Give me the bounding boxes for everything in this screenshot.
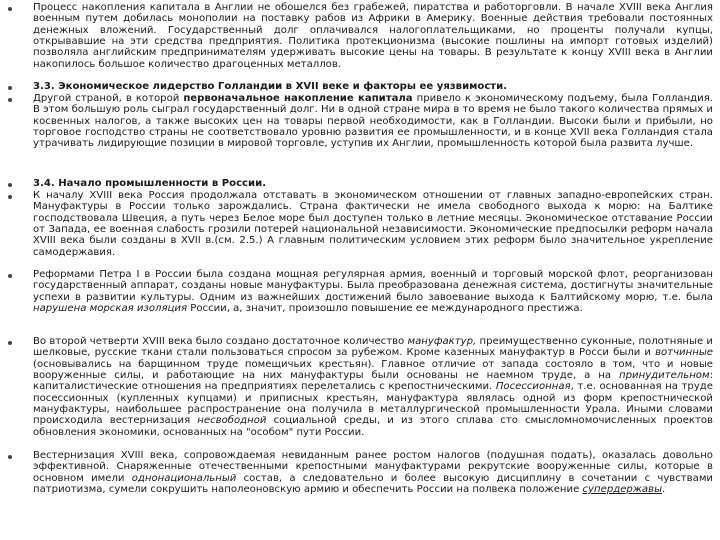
text-run: Вестернизация XVIII века, сопровождаемая невиданным ранее ростом налогов (подушная подать), оказалась довольно эффективной. Снаряженные отечественными крепостными мануфактурами рекрутские вооруженные силы, которые в основном имели <box>33 450 713 484</box>
paragraph-westernization <box>33 450 713 495</box>
text-run: . <box>662 484 666 496</box>
paragraph-manufactures <box>33 336 713 438</box>
text-run: , т.е. основанная на труде посессионных (купленных купцами) и приписных крестьян, мануфактура являлась одной из форм крепостнической мануфактуры, наибольшее распространение она получила в металлургической промышленности Урала. Иными словами происходила вестернизация <box>33 381 713 427</box>
text-run: (основывались на барщинном труде помещичьих крестьян). Главное отличие от запада состояло в том, что и новые вооруженные силы, и работающие на них мануфактуры были основаны не наемном труде, а на <box>33 358 713 382</box>
text-run: Другой страной, в которой <box>33 93 184 104</box>
section-heading-3-4 <box>33 178 713 189</box>
paragraph-peter-reforms <box>33 269 713 314</box>
italic-term: мануфактур, <box>407 336 477 347</box>
paragraph-text: К началу XVIII века Россия продолжала отставать в экономическом отношении от главных западно-европейских стран. Мануфактуры в России только зарождались. Страна фактически не имела свободного выхода к морю: на Балтике господствовала Швеция, а путь через Белое море был доступен только в летние месяцы. Экономическое отставание России от Запада, ее военная слабость грозили потерей национальной независимости. Экономические предпосылки реформ начала XVIII века были созданы в XVII в.(см. 2.5.) А главным политическим условием этих реформ было значительное укрепление самодержавия. <box>33 190 713 258</box>
text-run: социальной среды, и из этого сплава сто смысломномочисленных проектов обновления экономики, основанных на "особом" пути России. <box>33 415 713 438</box>
section-heading-3-3 <box>33 81 713 92</box>
heading-text: 3.3. Экономическое лидерство Голландии в XVII веке и факторы ее уязвимости. <box>33 81 508 92</box>
text-run: привело к экономическому подъему, была Голландия. В этом большую роль сыграл государственный долг. Ни в одной стране мира в то время не было такого количества прямых и косвенных налогов, а также высоких цен на товары первой необходимости, как в Голландии. Высоки были и прибыли, но торговое господство страны не соответствовало уровню развития ее промышленности, и в конце XVII века Голландия стала утрачивать лидирующие позиции в мировой торговле, уступив их Англии, промышленность которой была развита лучше. <box>33 93 713 150</box>
italic-term: принудительном <box>619 370 710 382</box>
heading-text: 3.4. Начало промышленности в России. <box>33 178 267 189</box>
bullet-icon <box>8 341 12 345</box>
text-run: состав, а следовательно и более высокую дисциплину в сочетании с чувствами патриотизма, сумели сокрушить наполеоновскую армию и обеспечить России на полвека положение <box>33 472 713 496</box>
bullet-icon <box>8 183 12 187</box>
text-run: преимущественно суконные, полотняные и шелковые, русские ткани стали пользоваться спросом за рубежом. Кроме казенных мануфактур в Росси были и <box>33 336 713 359</box>
italic-term: нарушена морская изоляция <box>33 303 188 315</box>
text-run: Во второй четверти XVIII века было создано достаточное количество <box>33 336 408 347</box>
bullet-icon <box>8 455 12 459</box>
italic-term: несвободной <box>197 415 267 427</box>
bullet-icon <box>8 86 12 90</box>
bullet-icon <box>8 98 12 102</box>
italic-term: однонациональный <box>131 472 237 484</box>
paragraph-text: Процесс накопления капитала в Англии не обошелся без грабежей, пиратства и работорговли. В начале XVIII века Англия военным путем добилась монополии на поставку рабов из Африки в Америку. Военные действия требовали постоянных денежных вложений. Государственный долг оплачивался налогоплательщиками, но проценты получали купцы, открывавшие на эти средства предприятия. Политика протекционизма (высокие пошлины на импорт готовых изделий) позволяла английским предпринимателям удерживать высокие цены на товары. В результате к концу XVIII века в Англии накопилось большое количество драгоценных металлов. <box>33 2 713 70</box>
italic-term: супердержавы <box>582 484 663 496</box>
paragraph-russia-start <box>33 190 713 258</box>
bullet-icon <box>8 7 12 11</box>
paragraph-holland <box>33 93 713 150</box>
italic-term: Посессионная <box>495 381 571 393</box>
italic-term: вотчинные <box>655 347 713 359</box>
text-run: : капиталистические отношения на предприятиях перелетались с крепостническими. <box>33 370 713 393</box>
text-run: Реформами Петра I в России была создана мощная регулярная армия, военный и торговый морской флот, реорганизован государственный аппарат, созданы новые мануфактуры. Была преобразована денежная система, достигнуты значительные успехи в развитии культуры. Одним из важнейших достижений было завоевание выхода к Балтийскому морю, т.е. была <box>33 269 713 303</box>
text-run: России, а, значит, произошло повышение ее международного престижа. <box>187 303 583 315</box>
bullet-icon <box>8 195 12 199</box>
bullet-icon <box>8 274 12 278</box>
bold-term: первоначальное накопление капитала <box>183 93 413 104</box>
paragraph-england-accumulation <box>33 2 713 70</box>
